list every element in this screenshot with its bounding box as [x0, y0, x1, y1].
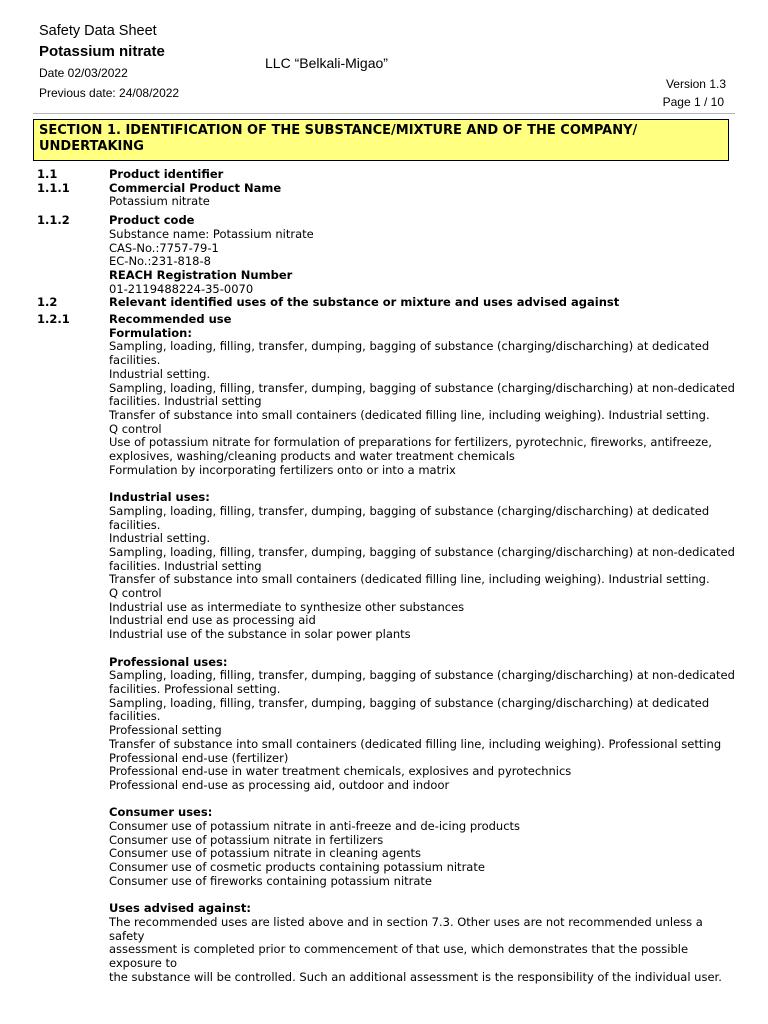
subsection-number: 1.1 [37, 167, 58, 181]
professional-heading: Professional uses: [109, 654, 228, 669]
professional-line: Transfer of substance into small containers (dedicated filling line, including weighing). Professional setting [109, 736, 722, 751]
industrial-line: Industrial use as intermediate to synthesize other substances [109, 599, 465, 614]
formulation-line: explosives, washing/cleaning products and water treatment chemicals [109, 449, 515, 464]
subsection-1-2-1 [37, 313, 737, 984]
subsection-1-1-1 [37, 182, 737, 209]
subsection-1-2 [37, 296, 737, 310]
document-type: Safety Data Sheet [39, 23, 157, 39]
industrial-line: facilities. Industrial setting [109, 558, 262, 573]
industrial-line: Industrial use of the substance in solar power plants [109, 627, 411, 642]
company-name: LLC “Belkali-Migao” [265, 55, 388, 71]
formulation-line: Industrial setting. [109, 366, 211, 381]
formulation-line: Q control [109, 421, 162, 436]
subsection-number: 1.2 [37, 295, 58, 310]
cas-number: CAS-No.:7757-79-1 [109, 240, 219, 255]
subsection-title: Commercial Product Name [109, 180, 282, 195]
subsection-title: Relevant identified uses of the substance or mixture and uses advised against [109, 295, 620, 310]
formulation-line: Sampling, loading, filling, transfer, dumping, bagging of substance (charging/discharching) at non-dedicated [109, 380, 735, 395]
previous-date: Previous date: 24/08/2022 [39, 86, 180, 100]
subsection-number: 1.1.1 [37, 180, 70, 195]
uses-against-line: the substance will be controlled. Such an additional assessment is the responsibility of the individual user. [109, 969, 722, 984]
header-left [39, 22, 179, 101]
ec-number: EC-No.:231-818-8 [109, 254, 211, 269]
version-label: Version 1.3 [665, 77, 726, 91]
consumer-line: Consumer use of potassium nitrate in cleaning agents [109, 846, 421, 861]
substance-name: Substance name: Potassium nitrate [109, 226, 314, 241]
product-name: Potassium nitrate [39, 43, 165, 60]
consumer-heading: Consumer uses: [109, 805, 213, 820]
section-1-title: SECTION 1. IDENTIFICATION OF THE SUBSTANCE/MIXTURE AND OF THE COMPANY/ UNDERTAKING [33, 119, 729, 161]
industrial-line: Q control [109, 586, 162, 601]
consumer-line: Consumer use of potassium nitrate in anti-freeze and de-icing products [109, 819, 521, 833]
subsection-title: Product code [109, 213, 195, 228]
industrial-heading: Industrial uses: [109, 490, 210, 505]
industrial-line: Sampling, loading, filling, transfer, dumping, bagging of substance (charging/discharching) at dedicated facilities. [109, 503, 710, 532]
uses-against-line: assessment is completed prior to commencement of that use, which demonstrates that the possible exposure to [109, 942, 689, 971]
professional-line: Professional setting [109, 723, 222, 738]
uses-against-heading: Uses advised against: [109, 901, 251, 916]
professional-line: Sampling, loading, filling, transfer, dumping, bagging of substance (charging/discharching) at non-dedicated [109, 668, 735, 683]
industrial-line: Industrial end use as processing aid [109, 613, 316, 628]
formulation-heading: Formulation: [109, 325, 192, 340]
reach-title: REACH Registration Number [109, 267, 293, 282]
industrial-line: Transfer of substance into small containers (dedicated filling line, including weighing). Industrial setting. [109, 572, 710, 587]
subsection-number: 1.2.1 [37, 312, 70, 327]
issue-date: Date 02/03/2022 [39, 66, 128, 80]
formulation-line: Sampling, loading, filling, transfer, dumping, bagging of substance (charging/discharching) at dedicated facilities. [109, 339, 710, 368]
formulation-line: facilities. Industrial setting [109, 394, 262, 409]
professional-line: Professional end-use (fertilizer) [109, 750, 289, 765]
subsection-1-1 [37, 168, 737, 182]
formulation-line: Formulation by incorporating fertilizers onto or into a matrix [109, 462, 456, 477]
consumer-line: Consumer use of potassium nitrate in fertilizers [109, 832, 384, 847]
professional-line: Professional end-use in water treatment chemicals, explosives and pyrotechnics [109, 764, 572, 779]
professional-line: Sampling, loading, filling, transfer, dumping, bagging of substance (charging/discharching) at dedicated facilities. [109, 695, 710, 724]
section-1-body [37, 168, 737, 984]
formulation-line: Transfer of substance into small containers (dedicated filling line, including weighing). Industrial setting. [109, 407, 710, 422]
header-divider [33, 113, 735, 114]
reach-number: 01-2119488224-35-0070 [109, 281, 254, 296]
consumer-line: Consumer use of cosmetic products containing potassium nitrate [109, 860, 485, 875]
uses-against-line: The recommended uses are listed above and in section 7.3. Other uses are not recommended unless a safety [109, 914, 703, 943]
industrial-line: Industrial setting. [109, 531, 211, 546]
commercial-product-name: Potassium nitrate [109, 194, 210, 209]
industrial-line: Sampling, loading, filling, transfer, dumping, bagging of substance (charging/discharching) at non-dedicated [109, 544, 735, 559]
subsection-title: Product identifier [109, 167, 224, 181]
subsection-1-1-2 [37, 214, 737, 296]
formulation-line: Use of potassium nitrate for formulation of preparations for fertilizers, pyrotechnic, fireworks, antifreeze, [109, 435, 712, 450]
professional-line: Professional end-use as processing aid, outdoor and indoor [109, 777, 450, 792]
page-number: Page 1 / 10 [662, 95, 724, 109]
subsection-number: 1.1.2 [37, 213, 70, 228]
consumer-line: Consumer use of fireworks containing potassium nitrate [109, 873, 433, 888]
professional-line: facilities. Professional setting. [109, 681, 281, 696]
subsection-title: Recommended use [109, 312, 232, 327]
